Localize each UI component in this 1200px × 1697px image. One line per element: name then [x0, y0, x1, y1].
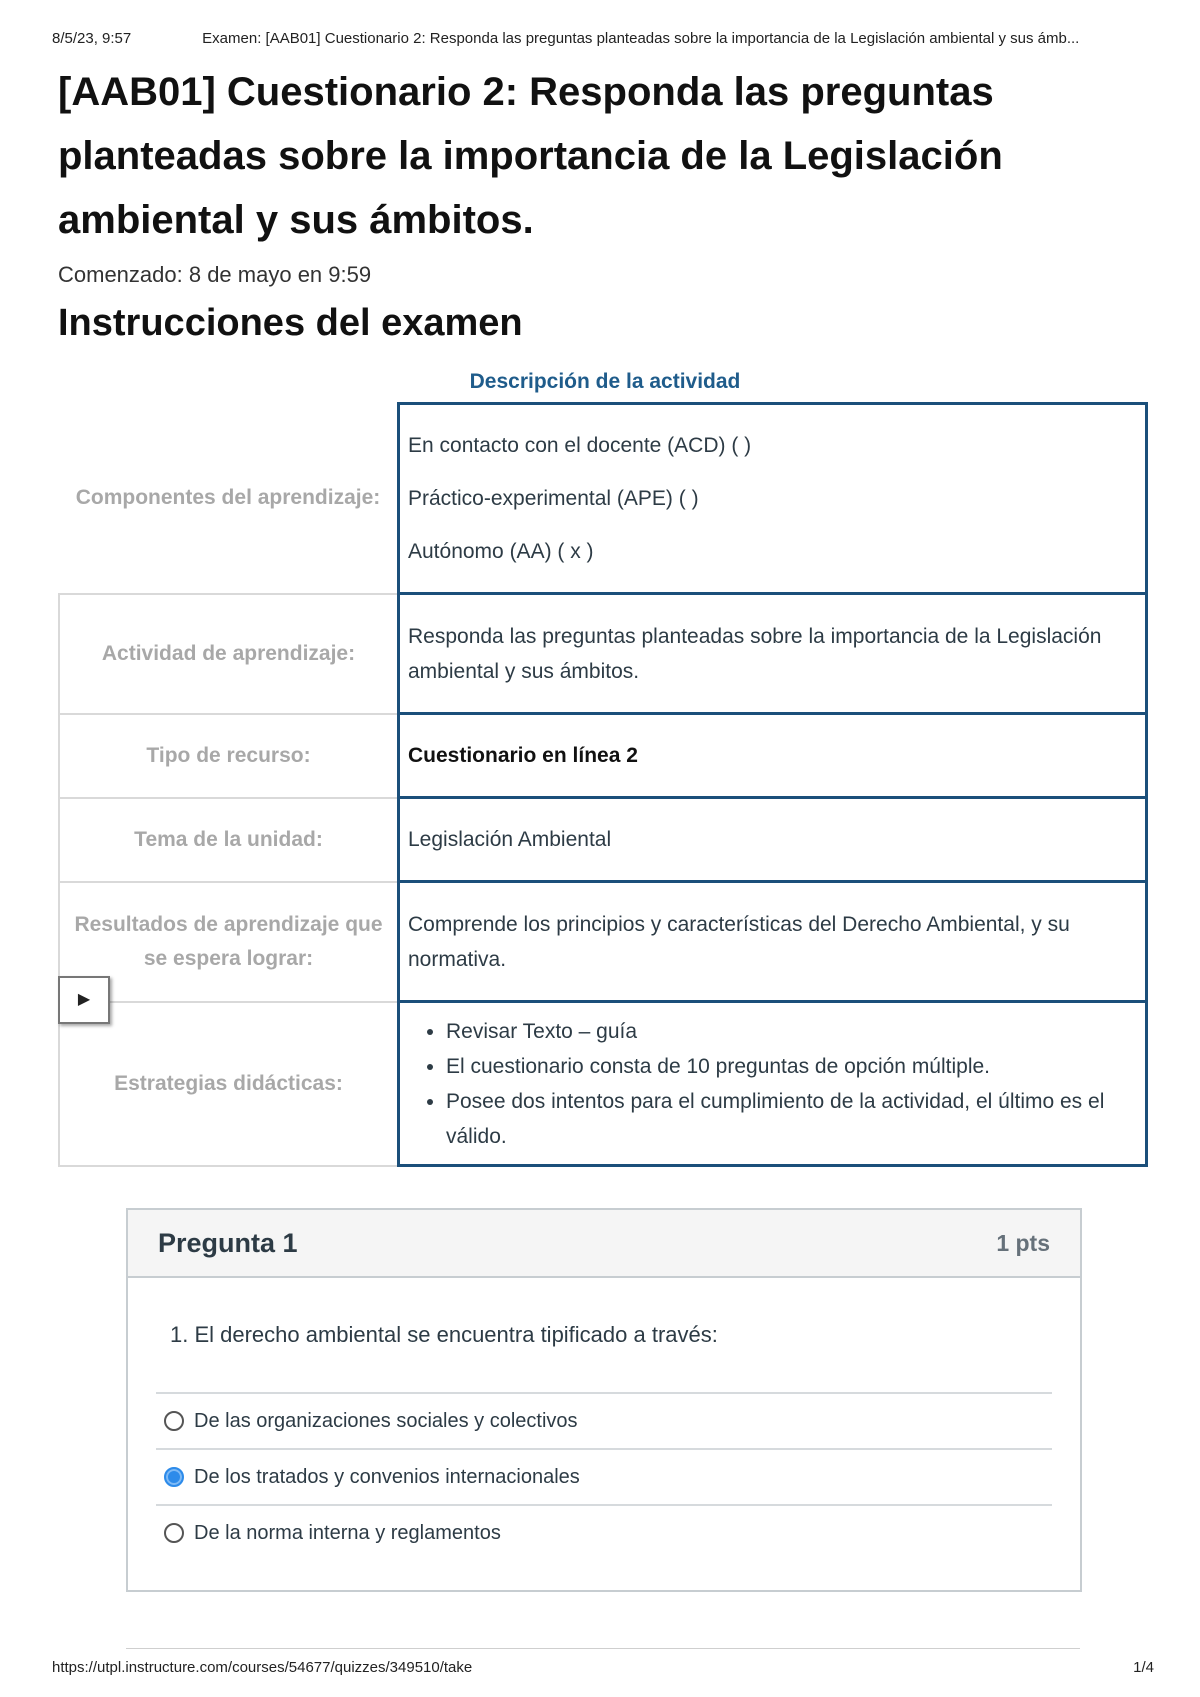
radio-button[interactable]: [164, 1411, 184, 1431]
question-points: 1 pts: [996, 1229, 1050, 1256]
question-card: [126, 1208, 1082, 1592]
print-page-title: Examen: [AAB01] Cuestionario 2: Responda las preguntas planteadas sobre la importancia de la Legislación ambiental y sus ámb...: [202, 30, 1080, 47]
row-value: Responda las preguntas planteadas sobre la importancia de la Legislación ambiental y sus ámbitos.: [399, 594, 1147, 714]
row-label: Tema de la unidad:: [59, 798, 399, 882]
strategies-list: [408, 1014, 1137, 1154]
component-acd: En contacto con el docente (ACD) ( ): [408, 434, 752, 457]
footer-url: https://utpl.instructure.com/courses/54677/quizzes/349510/take: [52, 1659, 473, 1676]
answer-label: De los tratados y convenios internacionales: [194, 1465, 580, 1488]
component-aa: Autónomo (AA) ( x ): [408, 540, 594, 563]
instructions-heading: Instrucciones del examen: [58, 302, 523, 344]
play-button[interactable]: [58, 976, 110, 1024]
row-value: [399, 404, 1147, 594]
question-text: 1. El derecho ambiental se encuentra tipificado a través:: [170, 1322, 718, 1347]
row-value: Comprende los principios y características del Derecho Ambiental, y su normativa.: [399, 882, 1147, 1002]
table-row: [59, 1002, 1147, 1166]
footer-divider: [126, 1648, 1080, 1649]
table-row: [59, 404, 1147, 594]
table-row: [59, 798, 1147, 882]
quiz-title: [AAB01] Cuestionario 2: Responda las preguntas planteadas sobre la importancia de la Legislación ambiental y sus ámbitos.: [58, 70, 1003, 242]
answer-list: [156, 1392, 1052, 1560]
footer-page-number: 1/4: [1133, 1659, 1154, 1676]
answer-option-3[interactable]: [156, 1504, 1052, 1560]
table-row: [59, 714, 1147, 798]
row-value: Legislación Ambiental: [399, 798, 1147, 882]
question-header: [128, 1210, 1080, 1278]
list-item: • Posee dos intentos para el cumplimiento de la actividad, el último es el válido.: [446, 1084, 1137, 1154]
question-title: Pregunta 1: [158, 1227, 298, 1258]
radio-button[interactable]: [164, 1523, 184, 1543]
row-value: Cuestionario en línea 2: [399, 714, 1147, 798]
table-row: [59, 882, 1147, 1002]
activity-description-table: [58, 402, 1148, 1167]
list-item: • El cuestionario consta de 10 preguntas de opción múltiple.: [446, 1049, 1137, 1084]
table-caption: Descripción de la actividad: [469, 370, 741, 393]
answer-option-2[interactable]: [156, 1448, 1052, 1504]
answer-option-1[interactable]: [156, 1392, 1052, 1448]
table-row: [59, 594, 1147, 714]
radio-button-selected[interactable]: [164, 1467, 184, 1487]
started-timestamp: Comenzado: 8 de mayo en 9:59: [58, 262, 372, 287]
print-header: [52, 30, 1152, 47]
row-label: Tipo de recurso:: [59, 714, 399, 798]
row-label: Actividad de aprendizaje:: [59, 594, 399, 714]
row-value: [399, 1002, 1147, 1166]
list-item: • Revisar Texto – guía: [446, 1014, 1137, 1049]
component-ape: Práctico-experimental (APE) ( ): [408, 487, 699, 510]
answer-label: De la norma interna y reglamentos: [194, 1521, 501, 1544]
answer-label: De las organizaciones sociales y colectivos: [194, 1409, 578, 1432]
row-label: Resultados de aprendizaje que se espera lograr:: [59, 882, 399, 1002]
play-icon: ▶: [77, 991, 91, 1008]
row-label: Componentes del aprendizaje:: [75, 486, 381, 509]
row-label: Estrategias didácticas:: [59, 1002, 399, 1166]
print-datetime: 8/5/23, 9:57: [52, 30, 132, 47]
